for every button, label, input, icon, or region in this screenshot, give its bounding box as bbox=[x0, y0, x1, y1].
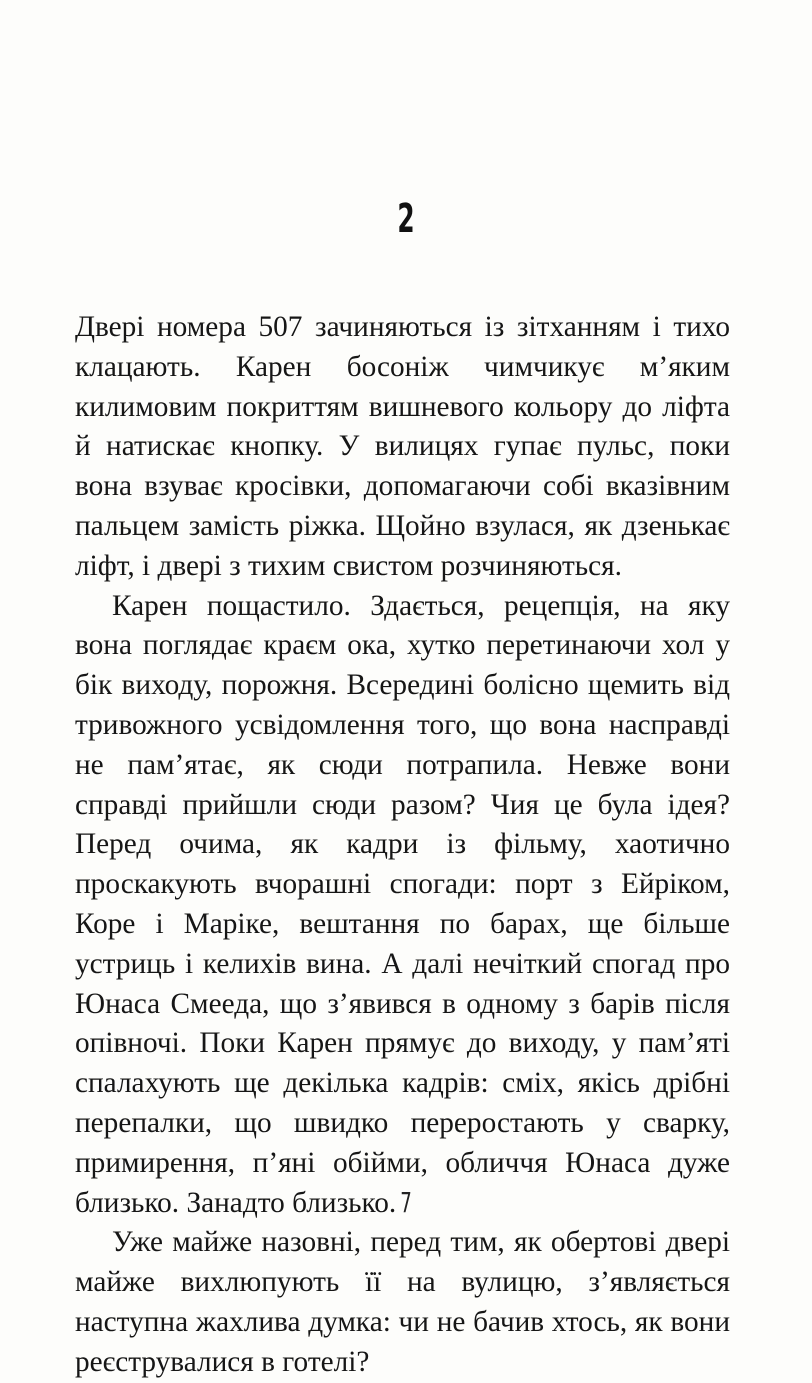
chapter-body bbox=[75, 308, 730, 1383]
paragraph-3: Уже майже назовні, перед тим, як обертові двері майже вихлюпують її на вулицю, з’являється наступна жахлива думка: чи не бачив хтось, як вони реєструвалися в готелі? bbox=[75, 1226, 730, 1378]
paragraph-2: Карен пощастило. Здається, рецепція, на яку вона поглядає краєм ока, хутко перетинаючи хол у бік виходу, порожня. Всередині болісно щемить від тривожного усвідомлення того, що вона насправді не пам’ятає, як сюди потрапила. Невже вони справді прийшли сюди разом? Чия це була ідея? Перед очима, як кадри із фільму, хаотично проскакують вчорашні спогади: порт з Ейріком, Коре і Маріке, вештання по барах, ще більше устриць і келихів вина. А далі нечіткий спогад про Юнаса Смееда, що з’явився в одному з барів після опівночі. Поки Карен прямує до виходу, у пам’яті спалахують ще декілька кадрів: сміх, якісь дрібні перепалки, що швидко переростають у сварку, примирення, п’яні обійми, обличчя Юнаса дуже близько. Занадто близько. bbox=[75, 589, 730, 1219]
chapter-number: 2 bbox=[397, 196, 415, 242]
page-number: 7 bbox=[400, 1186, 412, 1219]
paragraph-1: Двері номера 507 зачиняються із зітханням і тихо клацають. Карен босоніж чимчикує м’яким килимовим покриттям вишневого кольору до ліфта й натискає кнопку. У вилицях гупає пульс, поки вона взуває кросівки, допомагаючи собі вказівним пальцем замість ріжка. Щойно взулася, як дзенькає ліфт, і двері з тихим свистом розчиняються. bbox=[75, 311, 730, 582]
